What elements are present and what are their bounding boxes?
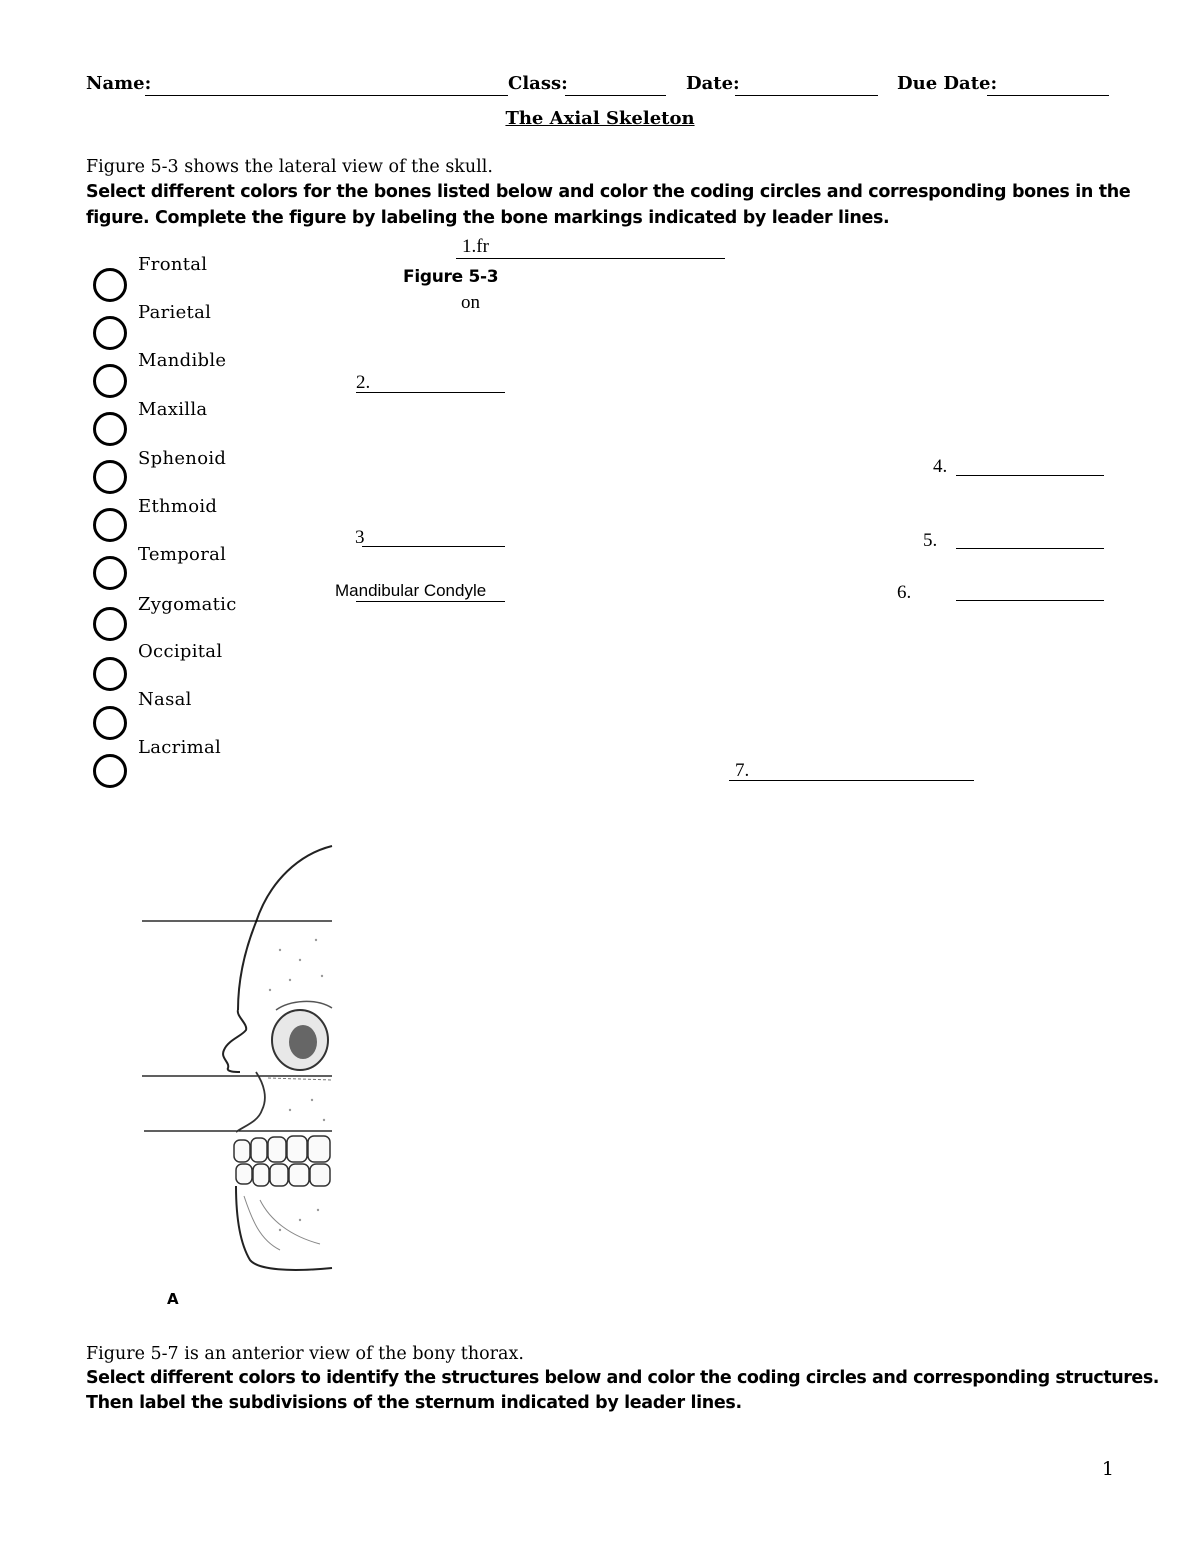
coding-circle-maxilla[interactable]	[93, 412, 127, 446]
bone-name-occipital: Occipital	[138, 641, 223, 662]
section1-instructions-line2: figure. Complete the figure by labeling the bone markings indicated by leader lines.	[86, 208, 890, 228]
figure-label-5: 5.	[923, 530, 938, 551]
figure-caption-fragment: on	[461, 292, 480, 313]
label-7-answer-line[interactable]	[729, 780, 974, 781]
label-5-answer-line[interactable]	[956, 548, 1104, 549]
bone-name-ethmoid: Ethmoid	[138, 496, 218, 517]
coding-circle-frontal[interactable]	[93, 268, 127, 302]
bone-name-parietal: Parietal	[138, 302, 212, 323]
class-field[interactable]	[565, 95, 666, 96]
bone-name-frontal: Frontal	[138, 254, 208, 275]
section1-instructions-line1: Select different colors for the bones listed below and color the coding circles and corresponding bones in the	[86, 182, 1131, 202]
figure-label-3: 3	[355, 527, 365, 548]
figure-label-2: 2.	[356, 372, 371, 393]
coding-circle-sphenoid[interactable]	[93, 460, 127, 494]
figure-label-4: 4.	[933, 456, 948, 477]
section2-instructions-line2: Then label the subdivisions of the sternum indicated by leader lines.	[86, 1393, 742, 1413]
section1-intro: Figure 5-3 shows the lateral view of the skull.	[86, 157, 493, 177]
figure-label-7: 7.	[735, 760, 750, 781]
due-date-field[interactable]	[987, 95, 1109, 96]
label-4-answer-line[interactable]	[956, 475, 1104, 476]
coding-circle-zygomatic[interactable]	[93, 607, 127, 641]
bone-name-lacrimal: Lacrimal	[138, 737, 222, 758]
section2-intro: Figure 5-7 is an anterior view of the bony thorax.	[86, 1344, 524, 1364]
mandibular-condyle-label: Mandibular Condyle	[335, 581, 487, 600]
class-label: Class:	[508, 73, 568, 94]
coding-circle-occipital[interactable]	[93, 657, 127, 691]
figure-panel-letter: A	[167, 1290, 179, 1308]
date-label: Date:	[686, 73, 740, 94]
label-2-answer-line[interactable]	[356, 392, 505, 393]
page-number: 1	[1101, 1458, 1114, 1480]
coding-circle-nasal[interactable]	[93, 706, 127, 740]
bone-name-nasal: Nasal	[138, 689, 192, 710]
bone-name-maxilla: Maxilla	[138, 399, 208, 420]
coding-circle-lacrimal[interactable]	[93, 754, 127, 788]
label-1-answer-line[interactable]	[456, 258, 725, 259]
skull-lateral-illustration	[140, 840, 340, 1280]
name-field[interactable]	[145, 95, 508, 96]
figure-caption: Figure 5-3	[403, 267, 499, 287]
coding-circle-mandible[interactable]	[93, 364, 127, 398]
label-6-answer-line[interactable]	[956, 600, 1104, 601]
coding-circle-temporal[interactable]	[93, 556, 127, 590]
date-field[interactable]	[735, 95, 878, 96]
page-title: The Axial Skeleton	[505, 108, 695, 129]
bone-name-zygomatic: Zygomatic	[138, 594, 237, 615]
bone-name-temporal: Temporal	[138, 544, 227, 565]
section2-instructions-line1: Select different colors to identify the structures below and color the coding circles and corresponding structures.	[86, 1368, 1160, 1388]
coding-circle-ethmoid[interactable]	[93, 508, 127, 542]
bone-name-mandible: Mandible	[138, 350, 227, 371]
label-3-answer-line[interactable]	[362, 546, 505, 547]
figure-label-1: 1.fr	[462, 236, 489, 257]
coding-circle-parietal[interactable]	[93, 316, 127, 350]
name-label: Name:	[86, 73, 152, 94]
due-date-label: Due Date:	[897, 73, 998, 94]
bone-name-sphenoid: Sphenoid	[138, 448, 227, 469]
figure-label-6: 6.	[897, 582, 912, 603]
mandibular-condyle-answer-line[interactable]	[356, 601, 505, 602]
